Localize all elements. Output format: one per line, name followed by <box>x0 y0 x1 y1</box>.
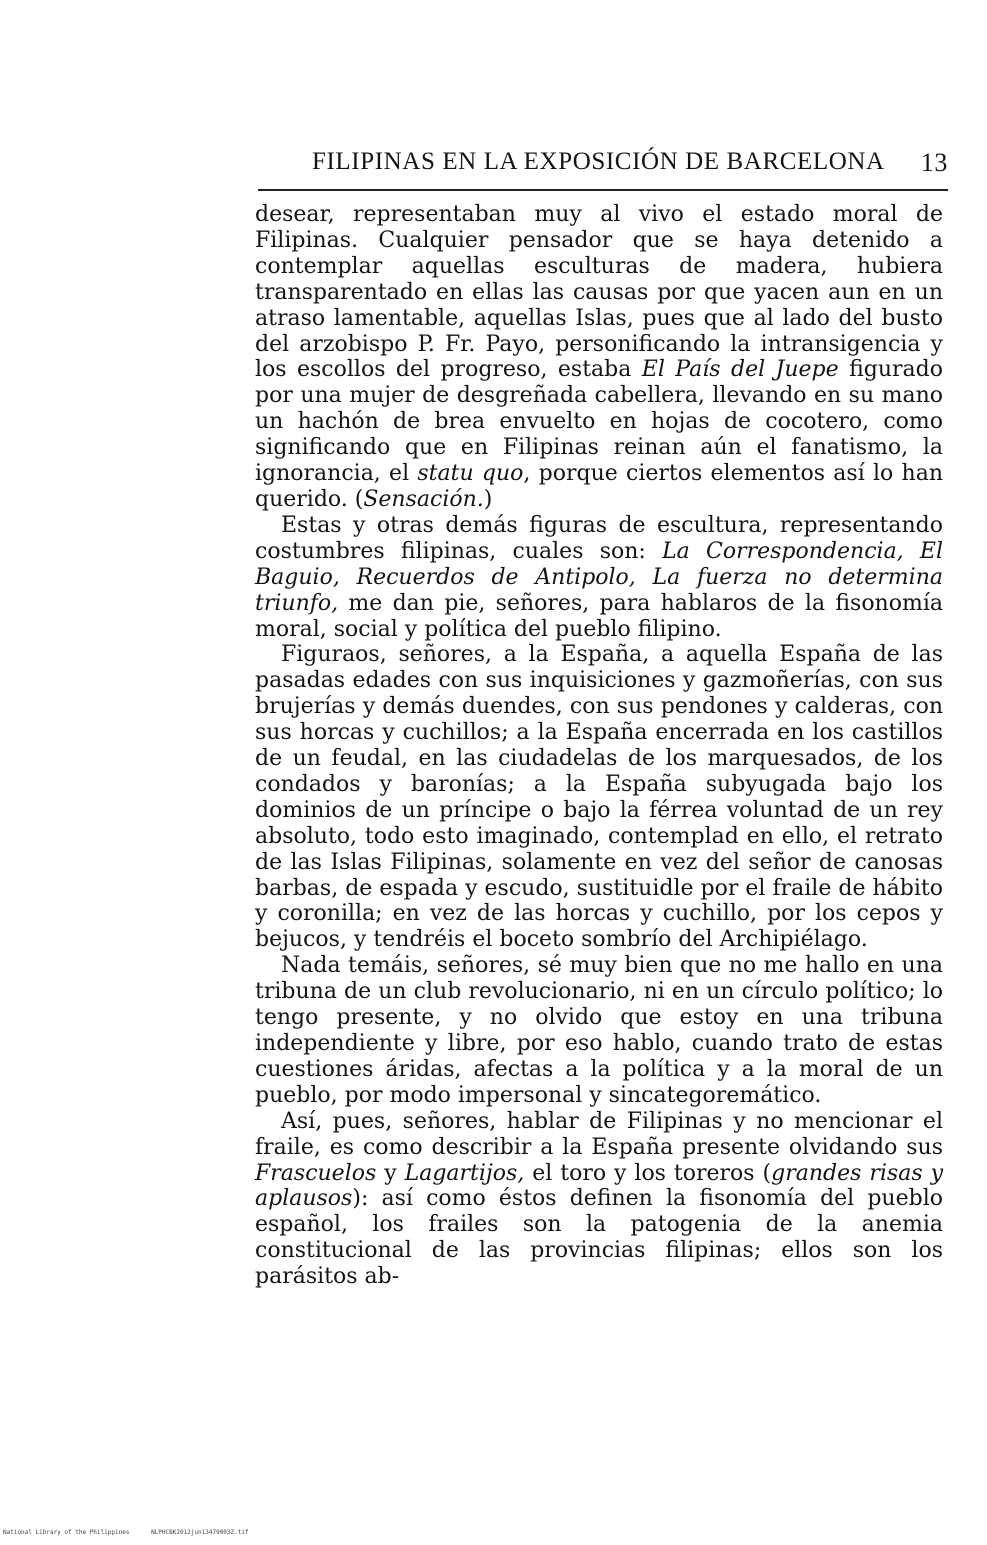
text-segment: desear, representaban muy al vivo el estado moral de Filipinas. Cualquier pensador que se haya detenido a contemplar aquellas esculturas de madera, hubiera transparentado en ellas las causas por que yacen aun en un atraso lamentable, aquellas Islas, pues que al lado del busto del arzobispo P. Fr. Payo, personificando la intransigencia y los escollos del progreso, estaba <box>255 202 943 383</box>
library-credit: National Library of the Philippines <box>3 1529 130 1536</box>
paragraph <box>255 642 943 953</box>
paragraph <box>255 1109 943 1290</box>
text-segment: ): así como éstos definen la fisonomía del pueblo español, los frailes son la patogenia de la anemia constitucional de las provincias filipinas; ellos son los parásitos ab- <box>255 1186 943 1290</box>
italic-text: statu quo <box>417 461 524 487</box>
body-text <box>255 202 943 1290</box>
scan-footer <box>3 1529 249 1536</box>
page-number: 13 <box>920 148 948 177</box>
paragraph <box>255 513 943 643</box>
text-segment: ) <box>483 486 493 512</box>
italic-text: El País del Juepe <box>641 357 839 383</box>
text-segment: y <box>376 1160 405 1186</box>
paragraph <box>255 202 943 513</box>
text-segment: el toro y los toreros ( <box>524 1160 772 1186</box>
italic-text: La Correspondencia, El Baguio, Recuerdos de Antipolo, La fuerza no determina triunfo, <box>255 538 943 616</box>
text-segment: Estas y otras demás figuras de escultura, representando costumbres filipinas, cuales son: <box>255 512 943 564</box>
scan-file-id: NLPHCBK2012jun13479003Z.tif <box>151 1529 249 1536</box>
paragraph <box>255 953 943 1108</box>
italic-text: grandes risas y aplausos <box>255 1160 943 1212</box>
running-head: FILIPINAS EN LA EXPOSICIÓN DE BARCELONA <box>312 148 885 175</box>
italic-text: Sensación. <box>363 486 484 512</box>
text-segment: Así, pues, señores, hablar de Filipinas y no mencionar el fraile, es como describir a la España presente olvidando sus <box>255 1108 943 1160</box>
italic-text: Lagartijos, <box>404 1160 525 1186</box>
text-segment: me dan pie, señores, para hablaros de la fisonomía moral, social y política del pueblo filipino. <box>255 590 943 642</box>
text-segment: Figuraos, señores, a la España, a aquella España de las pasadas edades con sus inquisiciones y gazmoñerías, con sus brujerías y demás duendes, con sus pendones y calderas, con sus horcas y cuchillos; a la España encerrada en los castillos de un feudal, en las ciudadelas de los marquesados, de los condados y baronías; a la España subyugada bajo los dominios de un príncipe o bajo la férrea voluntad de un rey absoluto, todo esto imaginado, contemplad en ello, el retrato de las Islas Filipinas, solamente en vez del señor de canosas barbas, de espada y escudo, sustituidle por el fraile de hábito y coronilla; en vez de las horcas y cuchillo, por los cepos y bejucos, y tendréis el boceto sombrío del Archipiélago. <box>255 642 943 953</box>
header-rule <box>258 189 948 191</box>
italic-text: Frascuelos <box>255 1160 377 1186</box>
text-segment: figurado por una mujer de desgreñada cabellera, llevando en su mano un hachón de brea envuelto en hojas de cocotero, como significando que en Filipinas reinan aún el fanatismo, la ignorancia, el <box>255 357 943 487</box>
text-segment: , porque ciertos elementos así lo han querido. ( <box>255 461 943 512</box>
text-segment: Nada temáis, señores, sé muy bien que no me hallo en una tribuna de un club revolucionario, ni en un círculo político; lo tengo presente, y no olvido que estoy en una tribuna independiente y libre, por eso hablo, cuando trato de estas cuestiones áridas, afectas a la política y a la moral de un pueblo, por modo impersonal y sincategoremático. <box>255 953 943 1108</box>
